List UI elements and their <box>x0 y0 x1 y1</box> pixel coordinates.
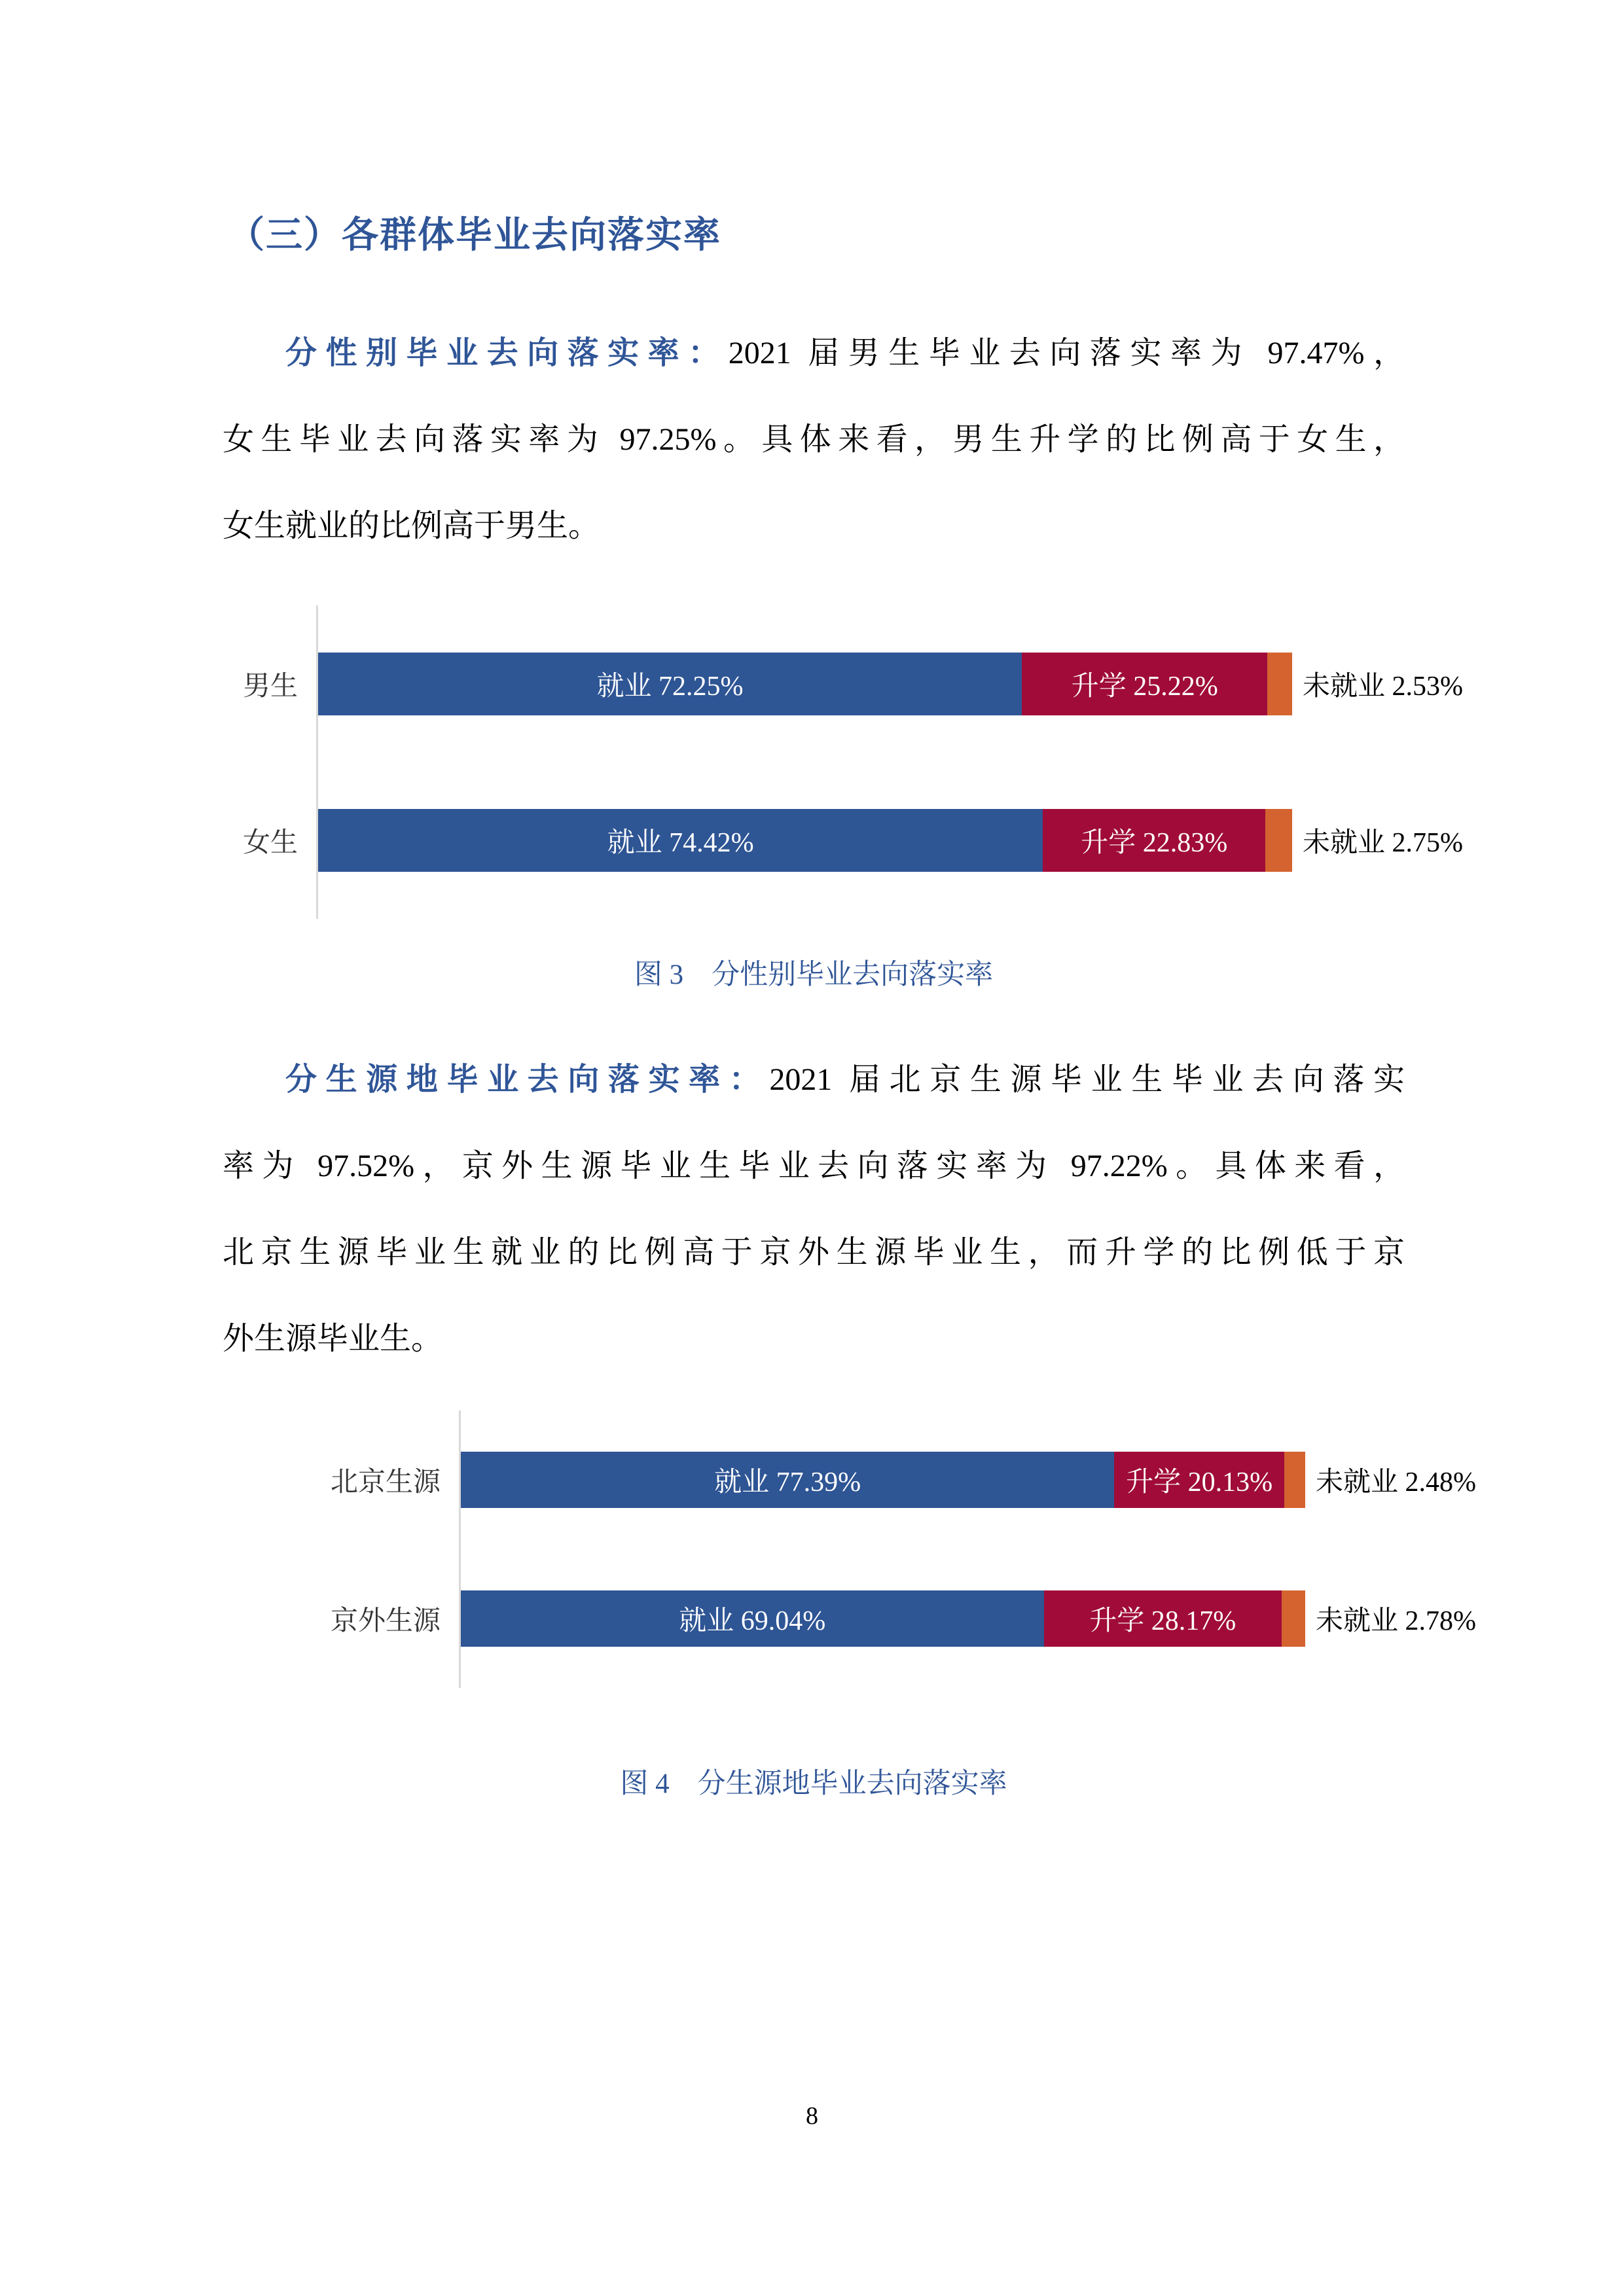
outside-value-label: 未就业 2.78% <box>1316 1606 1476 1636</box>
paragraph-line: 分生源地毕业去向落实率：2021 届北京生源毕业生毕业去向落实 <box>285 1062 1405 1097</box>
category-label: 京外生源 <box>330 1606 441 1636</box>
paragraph-line: 率为 97.52%，京外生源毕业生毕业去向落实率为 97.22%。具体来看， <box>223 1149 1405 1183</box>
bar-track <box>318 809 1292 872</box>
bar-segment: 就业 77.39% <box>461 1452 1114 1508</box>
bar-segment <box>1265 809 1292 872</box>
category-label: 男生 <box>242 671 298 702</box>
page-number: 8 <box>806 2102 818 2130</box>
bar-segment: 就业 72.25% <box>318 653 1022 715</box>
category-label: 北京生源 <box>330 1467 441 1498</box>
paragraph-line: 北京生源毕业生就业的比例高于京外生源毕业生，而升学的比例低于京 <box>223 1235 1405 1270</box>
bar-segment <box>1284 1452 1305 1508</box>
origin-chart <box>223 1410 1571 1688</box>
paragraph-origin <box>223 1037 1405 1382</box>
bar-segment <box>1267 653 1292 715</box>
paragraph-line: 女生就业的比例高于男生。 <box>223 509 600 543</box>
outside-value-label: 未就业 2.48% <box>1316 1467 1476 1498</box>
bar-segment: 就业 69.04% <box>461 1590 1044 1647</box>
section-heading: （三）各群体毕业去向落实率 <box>228 215 721 256</box>
paragraph-line: 外生源毕业生。 <box>223 1321 443 1356</box>
bar-segment: 升学 22.83% <box>1043 809 1265 872</box>
outside-value-label: 未就业 2.53% <box>1303 671 1463 702</box>
paragraph-gender <box>223 310 1405 569</box>
bar-track <box>461 1452 1305 1508</box>
bar-segment: 升学 28.17% <box>1044 1590 1282 1647</box>
gender-chart-caption: 图 3 分性别毕业去向落实率 <box>634 960 994 990</box>
chart-row <box>223 1410 1571 1549</box>
bar-segment: 就业 74.42% <box>318 809 1043 872</box>
chart-row <box>223 605 1571 762</box>
bar-segment: 升学 25.22% <box>1022 653 1267 715</box>
category-label: 女生 <box>242 828 298 859</box>
chart-row <box>223 1549 1571 1688</box>
bar-segment <box>1282 1590 1305 1647</box>
outside-value-label: 未就业 2.75% <box>1303 828 1463 859</box>
chart-row <box>223 762 1571 920</box>
bar-segment: 升学 20.13% <box>1114 1452 1284 1508</box>
bar-track <box>461 1590 1305 1647</box>
bar-track <box>318 653 1292 715</box>
gender-chart <box>223 605 1571 919</box>
paragraph-lead-emphasis: 分生源地毕业去向落实率： <box>285 1062 770 1097</box>
paragraph-line: 女生毕业去向落实率为 97.25%。具体来看，男生升学的比例高于女生， <box>223 422 1405 457</box>
origin-chart-caption: 图 4 分生源地毕业去向落实率 <box>620 1768 1007 1799</box>
paragraph-lead-emphasis: 分性别毕业去向落实率： <box>285 336 729 370</box>
paragraph-line: 分性别毕业去向落实率：2021 届男生毕业去向落实率为 97.47%， <box>285 336 1405 370</box>
